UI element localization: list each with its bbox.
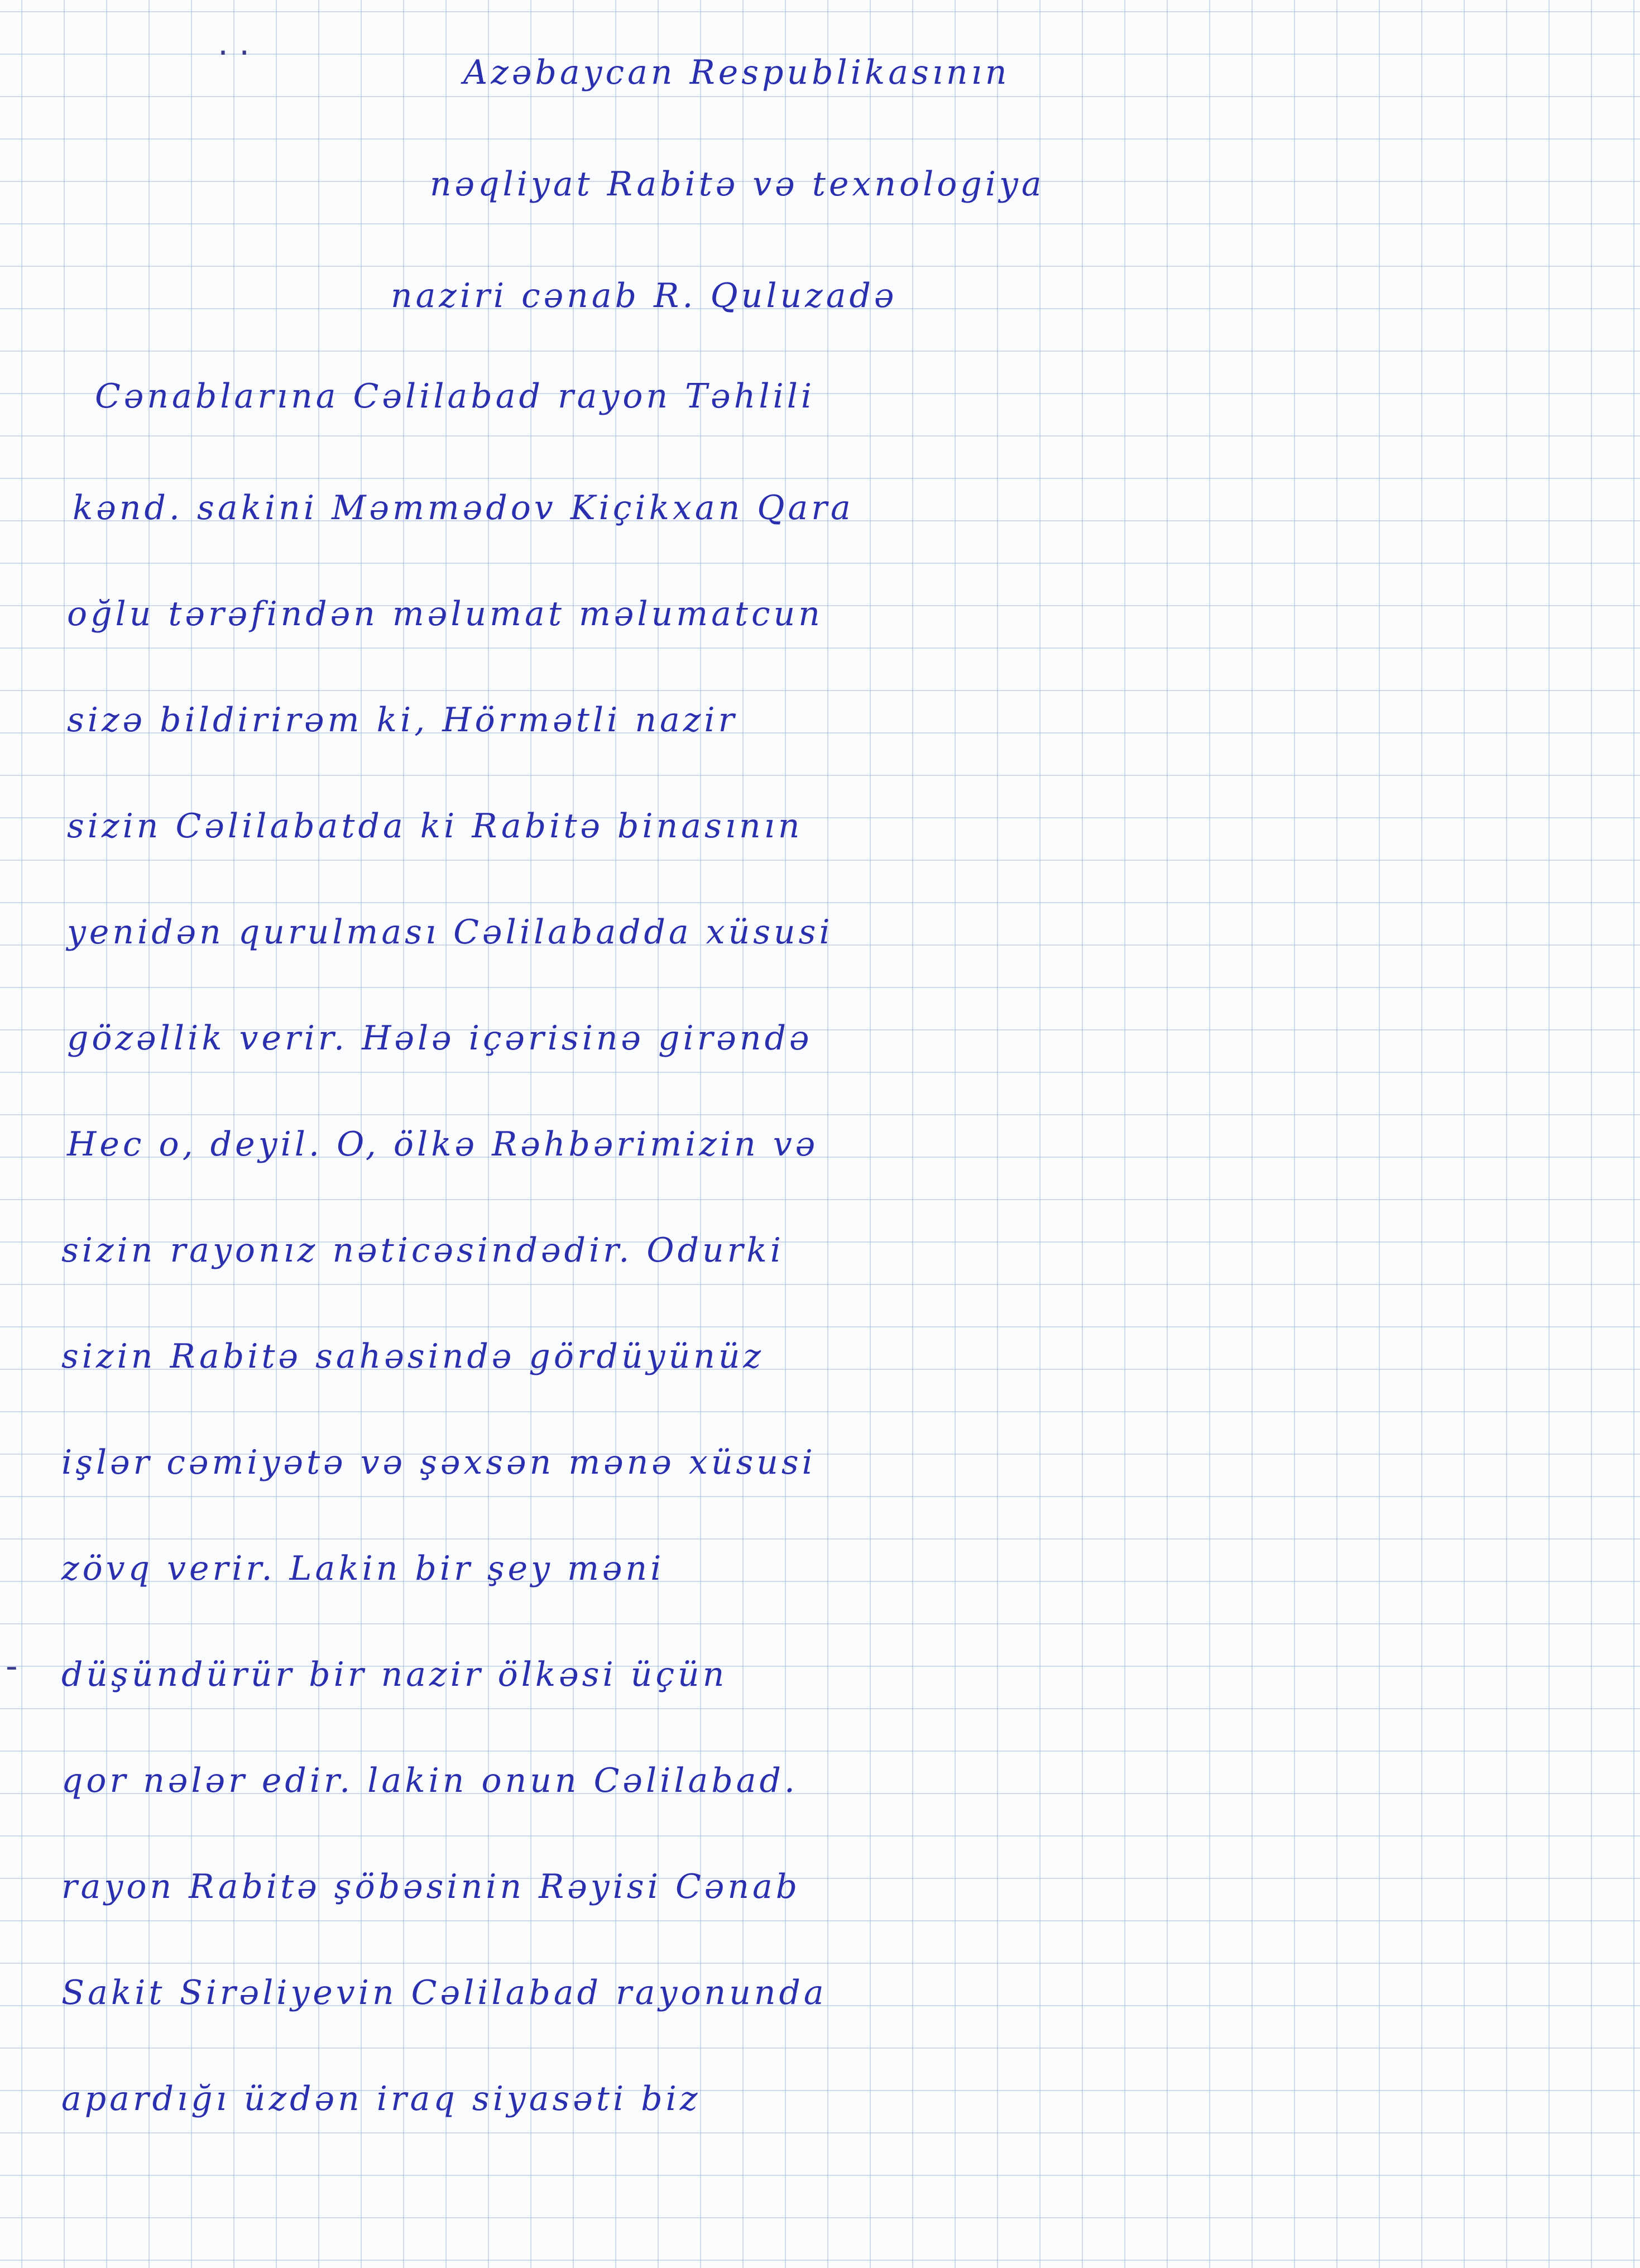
letter-line-11: Hec o, deyil. O, ölkə Rəhbərimizin və	[67, 1125, 819, 1164]
letter-line-10: gözəllik verir. Hələ içərisinə girəndə	[67, 1019, 813, 1058]
letter-line-2: nəqliyat Rabitə və texnologiya	[430, 165, 1045, 204]
margin-dash: -	[6, 1647, 18, 1686]
letter-line-18: rayon Rabitə şöbəsinin Rəyisi Cənab	[61, 1867, 801, 1906]
letter-line-12: sizin rayonız nəticəsindədir. Odurki	[61, 1231, 784, 1270]
letter-line-8: sizin Cəlilabatda ki Rabitə binasının	[67, 807, 803, 846]
letter-line-7: sizə bildirirəm ki, Hörmətli nazir	[67, 701, 738, 740]
letter-line-1: Azəbaycan Respublikasının	[463, 53, 1010, 92]
letter-line-14: işlər cəmiyətə və şəxsən mənə xüsusi	[61, 1443, 816, 1482]
letter-line-9: yenidən qurulması Cəlilabadda xüsusi	[67, 913, 833, 952]
letter-line-20: apardığı üzdən iraq siyasəti biz	[61, 2079, 701, 2118]
letter-line-13: sizin Rabitə sahəsində gördüyünüz	[61, 1337, 765, 1376]
letter-line-15: zövq verir. Lakin bir şey məni	[61, 1549, 665, 1588]
letter-line-6: oğlu tərəfindən məlumat məlumatcun	[67, 594, 823, 634]
letter-line-17: qor nələr edir. lakin onun Cəlilabad.	[61, 1761, 798, 1800]
stray-dots: · ·	[218, 33, 250, 73]
letter-line-4: Cənablarına Cəlilabad rayon Təhlili	[95, 377, 816, 416]
letter-line-3: naziri cənab R. Quluzadə	[391, 276, 898, 315]
letter-line-19: Sakit Sirəliyevin Cəlilabad rayonunda	[61, 1973, 827, 2012]
letter-line-16: düşündürür bir nazir ölkəsi üçün	[61, 1655, 728, 1694]
letter-line-5: kənd. sakini Məmmədov Kiçikxan Qara	[73, 488, 854, 528]
